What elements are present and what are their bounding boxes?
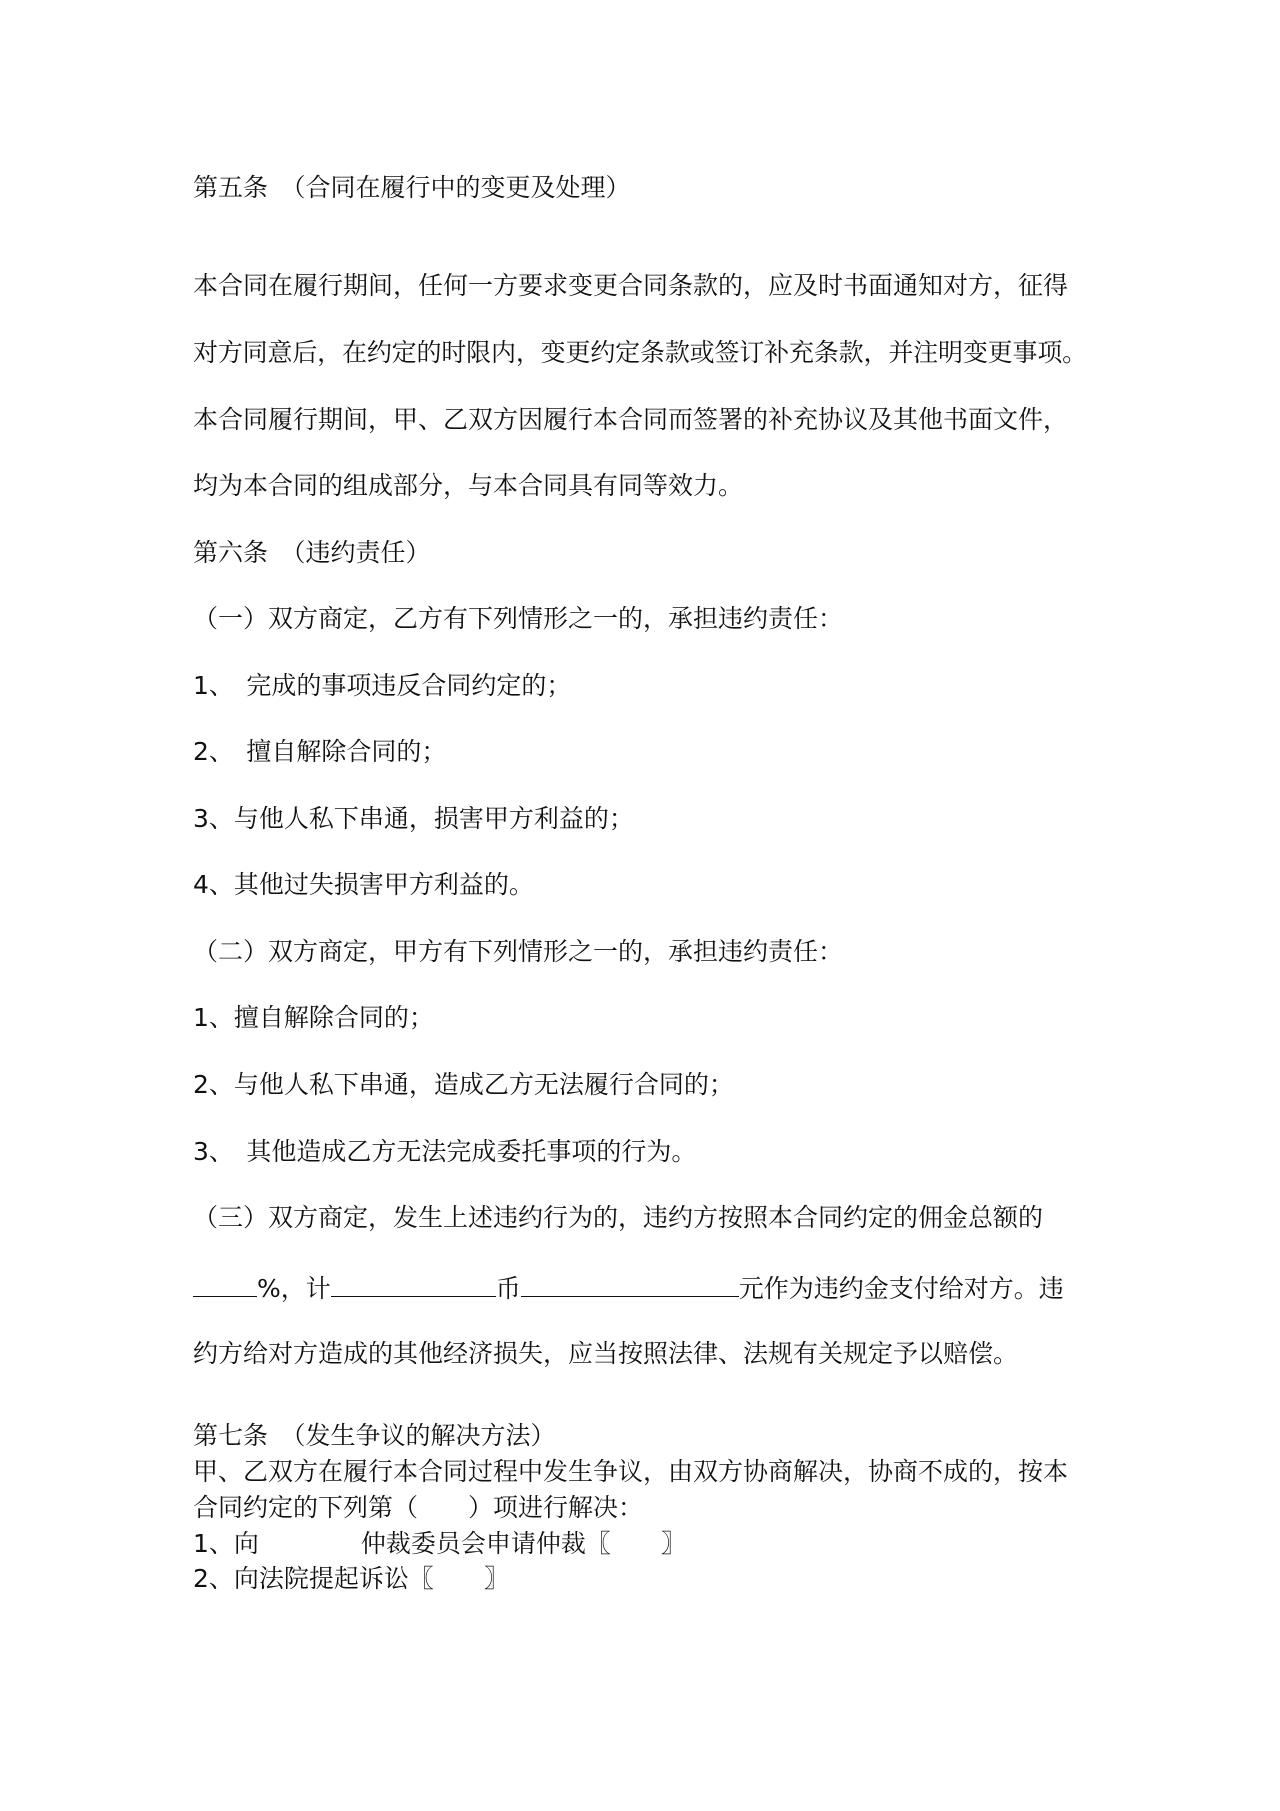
percentage-blank[interactable] (193, 1270, 257, 1297)
article-5-paragraph-2-line-2: 均为本合同的组成部分，与本合同具有同等效力。 (193, 471, 744, 500)
section-2-item-1: 1、擅自解除合同的； (193, 1003, 434, 1032)
section-1-item-3: 3、与他人私下串通，损害甲方利益的； (193, 804, 634, 833)
article-7-paragraph-line-1: 甲、乙双方在履行本合同过程中发生争议，由双方协商解决，协商不成的，按本 (193, 1457, 1069, 1486)
section-2-intro: （二）双方商定，甲方有下列情形之一的，承担违约责任： (193, 937, 844, 966)
option-1-prefix: 1、向 (193, 1529, 259, 1558)
article-5-paragraph-2-line-1: 本合同履行期间，甲、乙双方因履行本合同而签署的补充协议及其他书面文件， (193, 405, 1069, 434)
amount-blank[interactable] (331, 1270, 496, 1297)
percentage-suffix: %，计 (257, 1274, 331, 1303)
section-2-item-2: 2、与他人私下串通，造成乙方无法履行合同的； (193, 1070, 734, 1099)
penalty-tail-text: 元作为违约金支付给对方。违 (738, 1274, 1064, 1303)
section-1-item-2: 2、 擅自解除合同的； (193, 737, 447, 766)
section-2-item-3: 3、 其他造成乙方无法完成委托事项的行为。 (193, 1137, 697, 1166)
article-7-heading: 第七条 （发生争议的解决方法） (193, 1421, 556, 1450)
article-6-heading: 第六条 （违约责任） (193, 538, 431, 567)
section-3-line-1: （三）双方商定，发生上述违约行为的，违约方按照本合同约定的佣金总额的 (193, 1203, 1044, 1232)
section-3-line-2 (193, 1270, 1064, 1306)
article-7-paragraph-line-2: 合同约定的下列第（ ）项进行解决： (193, 1493, 644, 1522)
section-1-item-1: 1、 完成的事项违反合同约定的； (193, 671, 572, 700)
section-1-intro: （一）双方商定，乙方有下列情形之一的，承担违约责任： (193, 604, 844, 633)
section-3-line-3: 约方给对方造成的其他经济损失，应当按照法律、法规有关规定予以赔偿。 (193, 1339, 1019, 1368)
article-5-paragraph-1-line-1: 本合同在履行期间，任何一方要求变更合同条款的，应及时书面通知对方，征得 (193, 271, 1069, 300)
amount-in-words-blank[interactable] (521, 1270, 739, 1297)
option-1-text: 仲裁委员会申请仲裁〖 〗 (360, 1529, 686, 1558)
article-5-paragraph-1-line-2: 对方同意后，在约定的时限内，变更约定条款或签订补充条款，并注明变更事项。 (193, 338, 1088, 367)
currency-label: 币 (495, 1274, 521, 1303)
dispute-option-1 (193, 1527, 686, 1561)
dispute-option-2: 2、向法院提起诉讼〖 〗 (193, 1564, 509, 1593)
section-1-item-4: 4、其他过失损害甲方利益的。 (193, 870, 534, 899)
article-5-heading: 第五条 （合同在履行中的变更及处理） (193, 173, 631, 202)
